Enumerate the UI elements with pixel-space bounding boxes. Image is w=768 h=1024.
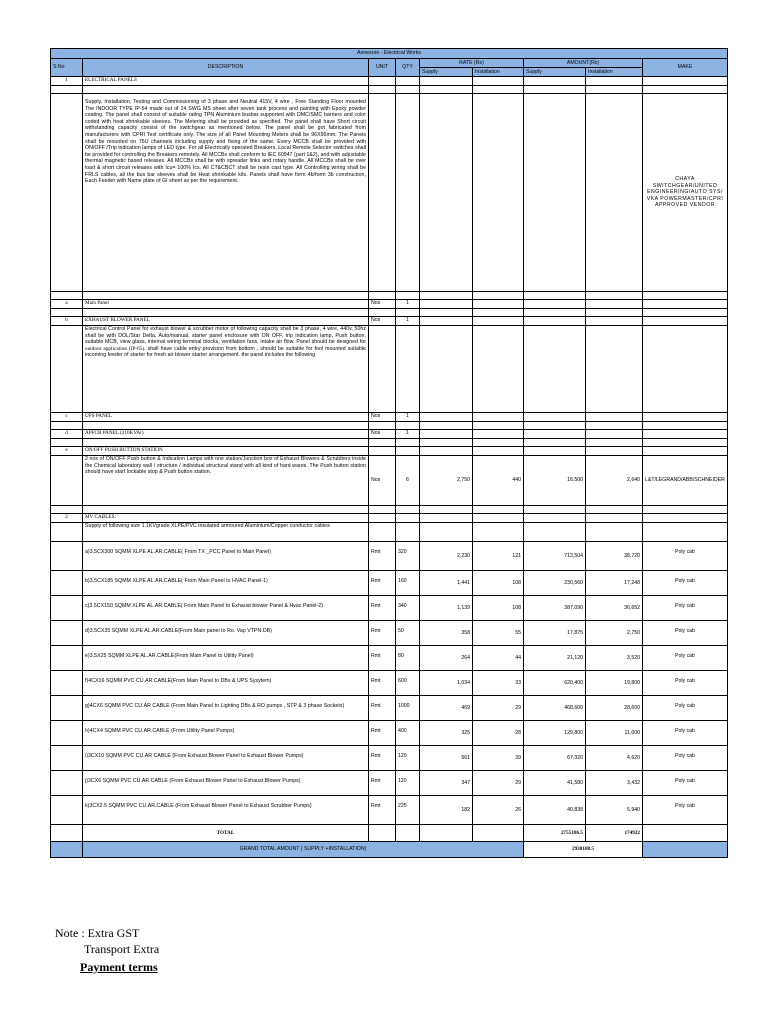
total-label: TOTAL (83, 825, 369, 842)
panel-make: CHAYA SWITCHGEAR/UNITED ENGINEERING/AUTO SYS/ VKA POWERMASTER/CPRI APPROVED VENDOR (643, 94, 728, 292)
cable-unit: Rmt (369, 696, 396, 721)
cable-rate-supply: 264 (420, 646, 473, 671)
cable-make: Poly cab (643, 646, 728, 671)
spacer-row (51, 422, 728, 430)
panel-specification: Supply, Installation, Testing and Commissioning of 3 phase and Neutral 415V, 4 wire , Free Standing Floor mounted The INDOOR TYPE IP-54 made out of 14 SWG MS sheet after seven tank process and painting with Epoxy powder coating. The panel shall consist of suitable rating TPN Aluminium busbar supported with DMC/SMC barriers and color coded with heat shrinkable sleeves. The Metering shall be provided as specified. The panel shall have Short circuit withstanding capacity consist of the switchgear as mentioned below. The panel shall be got fabricated from manufacturers with CPRI Test certificate only. The size of all Panel Mounting Meters shall be 96X96mm. The Panels shall be mounted on 75U channels including supply and fixing of the same. Every MCCB shall be provided with ON/OFF /Trip indication lamps of LED type. For all Electrically operated Breakers, Local Remote Selector switches shall be provided for controlling the Breakers remotely. All MCCBs shall conform to IEC 60947 (part 1&2), and with adjustable thermal magnetic based releases. All MCCBs shall be with spreader links and rotary handle. All MCCBs shall be over load & short circuit releases with Icu= 100% Ics. All CT&CBCT shall be resin cast type. All Controlling wiring shall be FRLS cables, all the bus bar sleeves shall be Heat shrinkable kits. Panels shall have form 4b/form 3b construction, Each Feeder with Name plate of GI sheet as per the requirement. (83, 94, 369, 292)
cable-row (51, 771, 728, 796)
cable-description: h)4CX4 SQMM PVC CU.AR.CABLE (From Utility Panel Pumps) (83, 721, 369, 746)
row-unit: Nos (369, 300, 396, 309)
col-sno: S.No (51, 59, 83, 77)
cable-description: j)3CX6 SQMM PVC CU.AR CABLE (From Exhaust Blower Panel to Exhaust Blower Pumps) (83, 771, 369, 796)
cable-qty: 340 (396, 596, 420, 621)
row-description: Main Panel (83, 300, 369, 309)
col-description: DESCRIPTION (83, 59, 369, 77)
spacer-row (51, 309, 728, 317)
cable-rate-installation: 39 (473, 746, 524, 771)
section-row (51, 514, 728, 523)
row-rate-installation: 440 (473, 456, 524, 506)
cable-qty: 160 (396, 571, 420, 596)
cable-make: Poly cab (643, 746, 728, 771)
cable-description: i)3CX10 SQMM PVC CU.AR CABLE (From Exhaust Blower Panel to Exhaust Blower Pumps) (83, 746, 369, 771)
section-title: ELECTRICAL PANELS (83, 77, 369, 86)
spacer-row (51, 86, 728, 94)
cable-qty: 120 (396, 771, 420, 796)
cable-row (51, 796, 728, 825)
table-row (51, 447, 728, 456)
payment-terms-heading: Payment terms (80, 960, 158, 974)
row-description: UPS PANEL (83, 413, 369, 422)
cable-amount-installation: 19,800 (586, 671, 643, 696)
total-row (51, 825, 728, 842)
section-number: 1 (51, 77, 83, 86)
spacer-row (51, 292, 728, 300)
cable-rate-installation: 55 (473, 621, 524, 646)
cable-rate-supply: 1,441 (420, 571, 473, 596)
row-description: APFCR PANEL (210KVAr) (83, 430, 369, 439)
column-header-row (51, 59, 728, 68)
cable-rate-installation: 29 (473, 771, 524, 796)
cable-amount-installation: 17,248 (586, 571, 643, 596)
cable-make: Poly cab (643, 621, 728, 646)
cable-amount-supply: 41,580 (524, 771, 586, 796)
table-row (51, 456, 728, 506)
table-row (51, 94, 728, 292)
table-title: Annexure - Electrical Works (51, 49, 728, 59)
row-sno (51, 596, 83, 621)
row-description: EXHAUST BLOWER PANEL (83, 317, 369, 326)
cable-rows (51, 542, 728, 825)
cable-description: d)3.5CX35 SQMM XLPE AL.AR.CABLE(From Main panel to Ro. Vap VTPN DB) (83, 621, 369, 646)
col-rate-supply: Supply (420, 68, 473, 77)
cable-rate-installation: 29 (473, 696, 524, 721)
cable-specification: Supply of following size 1.1KVgrade XLPE/PVC insulated armoured Aluminium/Copper conductor cables (83, 523, 369, 542)
row-sno (51, 671, 83, 696)
row-sno (51, 746, 83, 771)
cable-amount-installation: 2,750 (586, 621, 643, 646)
cable-rate-installation: 121 (473, 542, 524, 571)
col-amount: AMOUNT(Rs) (524, 59, 643, 68)
cable-qty: 400 (396, 721, 420, 746)
row-qty: 1 (396, 413, 420, 422)
cable-rate-installation: 26 (473, 796, 524, 825)
row-sno (51, 542, 83, 571)
cable-amount-supply: 21,120 (524, 646, 586, 671)
row-qty: 6 (396, 456, 420, 506)
table-row (51, 523, 728, 542)
row-amount-supply: 16,500 (524, 456, 586, 506)
cable-amount-supply: 468,600 (524, 696, 586, 721)
cable-rate-installation: 44 (473, 646, 524, 671)
cable-rate-supply: 561 (420, 746, 473, 771)
cable-rate-supply: 2,230 (420, 542, 473, 571)
cable-rate-supply: 182 (420, 796, 473, 825)
cable-amount-installation: 3,520 (586, 646, 643, 671)
cable-unit: Rmt (369, 621, 396, 646)
cable-unit: Rmt (369, 771, 396, 796)
cable-description: b)3.5CX185 SQMM XLPE AL.AR.CABLE( From Main Panel to HVAC Panel-1) (83, 571, 369, 596)
cable-unit: Rmt (369, 746, 396, 771)
cable-unit: Rmt (369, 796, 396, 825)
note-gst: Note : Extra GST (55, 926, 140, 940)
cable-amount-installation: 36,652 (586, 596, 643, 621)
cable-amount-supply: 67,320 (524, 746, 586, 771)
col-make: MAKE (643, 59, 728, 77)
row-description: ON/OFF PUSH BUTTON STATION (83, 447, 369, 456)
exhaust-spec-tail: shall have cable entry provision from bottom , should be suitable for fool mounted suitable incoming feeder of starter for fresh air blower starter arrangement. the panel includes the following (85, 345, 366, 359)
cable-qty: 1000 (396, 696, 420, 721)
cable-make: Poly cab (643, 721, 728, 746)
cable-rate-supply: 469 (420, 696, 473, 721)
row-sno: c (51, 413, 83, 422)
cable-amount-installation: 5,940 (586, 796, 643, 825)
cable-amount-installation: 38,720 (586, 542, 643, 571)
row-sno: a (51, 300, 83, 309)
col-rate: RATE (Rs) (420, 59, 524, 68)
row-sno (51, 721, 83, 746)
cable-description: k)3CX2.5 SQMM PVC CU.AR.CABLE (From Exhaust Blower Panel to Exhaust Scrubber Pumps) (83, 796, 369, 825)
row-sno (51, 696, 83, 721)
cable-amount-supply: 230,560 (524, 571, 586, 596)
table-row (51, 300, 728, 309)
spacer-row (51, 439, 728, 447)
table-row (51, 326, 728, 413)
exhaust-panel-specification (83, 326, 369, 413)
cable-row (51, 671, 728, 696)
cable-description: c)3.5CX150 SQMM XLPE AL.AR.CABLE( From Main Panel to Exhaust blower Panel & Hvac Panel-2) (83, 596, 369, 621)
cable-amount-installation: 28,600 (586, 696, 643, 721)
cable-rate-supply: 1,034 (420, 671, 473, 696)
note-transport: Transport Extra (84, 942, 160, 956)
col-unit: UNIT (369, 59, 396, 77)
cable-unit: Rmt (369, 542, 396, 571)
push-button-specification: 2 nos of ON/OFF Push button & Indication Lamps with one station/Junction box of Exhaust Blowers & Scrubbers inside the Chemical laboratory wall / structure / individual structural stand with all kind of hard wares. The Push button station should have start lockable stop & Push button station. (83, 456, 369, 506)
col-rate-installation: Installation (473, 68, 524, 77)
exhaust-spec-text: Electrical Control Panel for exhaust blower & scrubber motor of following capacity shall be 3 phase, 4 wire, 440v, 50hz shall be with DOL/Star Delta, Auto/manual, starter panel enclosure with ON OFF, trip indication lamp, Push button, suitable MCB, view glass, internal wiring terminal blocks, ventilation fans, intake air flow. Panel should be designed for (85, 326, 366, 346)
row-sno (51, 796, 83, 825)
cable-description: f)4CX16 SQMM PVC CU.AR.CABLE(From Main Panel to DBs & UPS Sysytem) (83, 671, 369, 696)
cable-unit: Rmt (369, 596, 396, 621)
cable-make: Poly cab (643, 596, 728, 621)
cable-qty: 225 (396, 796, 420, 825)
table-row (51, 317, 728, 326)
cable-rate-supply: 1,139 (420, 596, 473, 621)
cable-unit: Rmt (369, 721, 396, 746)
cable-amount-supply: 713,504 (524, 542, 586, 571)
cable-rate-installation: 28 (473, 721, 524, 746)
row-sno (51, 646, 83, 671)
row-make: L&T/LEGRAND/ABB/SCHNEIDER (643, 456, 728, 506)
cable-rate-supply: 347 (420, 771, 473, 796)
cable-qty: 120 (396, 746, 420, 771)
cable-qty: 600 (396, 671, 420, 696)
table-row (51, 413, 728, 422)
row-unit: Nos (369, 413, 396, 422)
cable-description: e)3.5X25 SQMM XLPE AL.AR.CABLE(From Main Panel to Utility Panel) (83, 646, 369, 671)
row-sno: e (51, 447, 83, 456)
section-number: 2 (51, 514, 83, 523)
cable-qty: 50 (396, 621, 420, 646)
col-amount-supply: Supply (524, 68, 586, 77)
cable-row (51, 746, 728, 771)
cable-amount-supply: 17,875 (524, 621, 586, 646)
cable-amount-supply: 620,400 (524, 671, 586, 696)
cable-rate-supply: 358 (420, 621, 473, 646)
cable-amount-installation: 3,432 (586, 771, 643, 796)
row-qty: 1 (396, 317, 420, 326)
row-amount-installation: 2,640 (586, 456, 643, 506)
cable-row (51, 621, 728, 646)
spacer-row (51, 506, 728, 514)
row-unit: Nos (369, 456, 396, 506)
cable-make: Poly cab (643, 571, 728, 596)
cable-qty: 80 (396, 646, 420, 671)
cable-make: Poly cab (643, 696, 728, 721)
cable-amount-supply: 129,800 (524, 721, 586, 746)
cable-rate-installation: 108 (473, 571, 524, 596)
cable-description: a)3.5CX300 SQMM XLPE AL.AR.CABLE( From TX _PCC Panel to Main Panel) (83, 542, 369, 571)
row-qty: 1 (396, 430, 420, 439)
row-unit: Nos (369, 317, 396, 326)
row-sno: d (51, 430, 83, 439)
cable-unit: Rmt (369, 671, 396, 696)
cable-row (51, 721, 728, 746)
row-sno (51, 621, 83, 646)
grand-total-row (51, 842, 728, 858)
cable-make: Poly cab (643, 671, 728, 696)
cable-row (51, 542, 728, 571)
cable-amount-supply: 387,090 (524, 596, 586, 621)
row-sno (51, 571, 83, 596)
cable-qty: 320 (396, 542, 420, 571)
table-row (51, 430, 728, 439)
cable-description: g)4CX6 SQMM PVC CU.AR CABLE (From Main Panel to Lighting DBs & RO pumps , STP & 3 phase Sockets) (83, 696, 369, 721)
cable-amount-installation: 4,620 (586, 746, 643, 771)
row-sno: b (51, 317, 83, 326)
cable-amount-supply: 40,838 (524, 796, 586, 825)
section-title: MV CABLES: (83, 514, 369, 523)
grand-total-label: GRAND TOTAL AMOUNT ( SUPPLY +INSTALLATION) (83, 842, 524, 858)
cable-unit: Rmt (369, 646, 396, 671)
section-row (51, 77, 728, 86)
total-installation: 174922 (586, 825, 643, 842)
row-unit: Nos (369, 430, 396, 439)
cable-row (51, 596, 728, 621)
exhaust-spec-outdoor: outdoor application (IP-65). (85, 345, 146, 352)
row-rate-supply: 2,750 (420, 456, 473, 506)
cable-unit: Rmt (369, 571, 396, 596)
cable-amount-installation: 11,000 (586, 721, 643, 746)
grand-total-value: 2930108.5 (524, 842, 643, 858)
bill-of-quantities-table (50, 48, 728, 858)
col-qty: QTY (396, 59, 420, 77)
cable-rate-supply: 325 (420, 721, 473, 746)
total-supply: 2755186.5 (524, 825, 586, 842)
cable-row (51, 571, 728, 596)
cable-rate-installation: 108 (473, 596, 524, 621)
cable-make: Poly cab (643, 771, 728, 796)
cable-make: Poly cab (643, 542, 728, 571)
cable-row (51, 646, 728, 671)
cable-rate-installation: 33 (473, 671, 524, 696)
row-qty: 1 (396, 300, 420, 309)
cable-row (51, 696, 728, 721)
col-amount-installation: Installation (586, 68, 643, 77)
cable-make: Poly cab (643, 796, 728, 825)
row-sno (51, 771, 83, 796)
title-row (51, 49, 728, 59)
